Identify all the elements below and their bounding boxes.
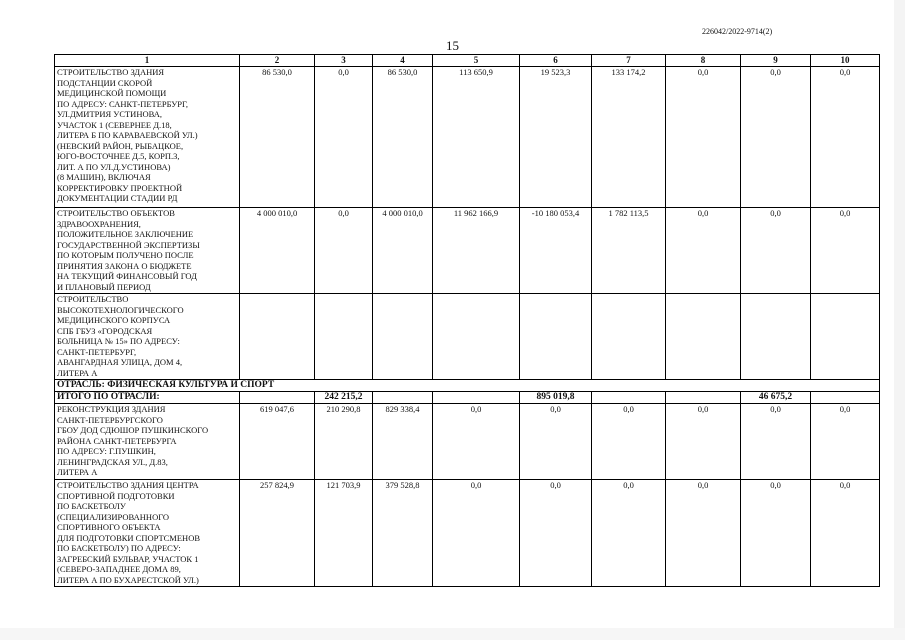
col-header-7: 7	[592, 55, 666, 67]
row-value: 0,0	[592, 404, 666, 480]
sector-row	[55, 380, 880, 392]
budget-table	[54, 54, 880, 587]
row-value	[592, 294, 666, 380]
row-value	[433, 294, 520, 380]
scan-bottom-edge	[0, 628, 905, 640]
row-name: СТРОИТЕЛЬСТВО ЗДАНИЯ ЦЕНТРА СПОРТИВНОЙ ПОДГОТОВКИ ПО БАСКЕТБОЛУ (СПЕЦИАЛИЗИРОВАННОГО СПОРТИВНОГО ОБЪЕКТА ДЛЯ ПОДГОТОВКИ СПОРТСМЕНОВ ПО БАСКЕТБОЛУ) ПО АДРЕСУ: ЗАГРЕБСКИЙ БУЛЬВАР, УЧАСТОК 1 (СЕВЕРО-ЗАПАДНЕЕ ДОМА 89, ЛИТЕРА А ПО БУХАРЕСТСКОЙ УЛ.)	[55, 480, 240, 587]
row-value: 0,0	[811, 404, 880, 480]
row-value: 0,0	[592, 480, 666, 587]
col-header-1: 1	[55, 55, 240, 67]
row-name: СТРОИТЕЛЬСТВО ЗДАНИЯ ПОДСТАНЦИИ СКОРОЙ МЕДИЦИНСКОЙ ПОМОЩИ ПО АДРЕСУ: САНКТ-ПЕТЕРБУРГ, УЛ.ДМИТРИЯ УСТИНОВА, УЧАСТОК 1 (СЕВЕРНЕЕ Д.18, ЛИТЕРА Б ПО КАРАВАЕВСКОЙ УЛ.) (НЕВСКИЙ РАЙОН, РЫБАЦКОЕ, ЮГО-ВОСТОЧНЕЕ Д.5, КОРП.3, ЛИТ. А ПО УЛ.Д.УСТИНОВА) (8 МАШИН), ВКЛЮЧАЯ КОРРЕКТИРОВКУ ПРОЕКТНОЙ ДОКУМЕНТАЦИИ СТАДИИ РД	[55, 67, 240, 208]
row-value: 0,0	[433, 480, 520, 587]
total-value	[240, 392, 315, 404]
row-value: 210 290,8	[315, 404, 373, 480]
row-name: СТРОИТЕЛЬСТВО ОБЪЕКТОВ ЗДРАВООХРАНЕНИЯ, ПОЛОЖИТЕЛЬНОЕ ЗАКЛЮЧЕНИЕ ГОСУДАРСТВЕННОЙ ЭКСПЕРТИЗЫ ПО КОТОРЫМ ПОЛУЧЕНО ПОСЛЕ ПРИНЯТИЯ ЗАКОНА О БЮДЖЕТЕ НА ТЕКУЩИЙ ФИНАНСОВЫЙ ГОД И ПЛАНОВЫЙ ПЕРИОД	[55, 208, 240, 294]
row-value: 619 047,6	[240, 404, 315, 480]
row-value	[666, 294, 741, 380]
row-value	[240, 294, 315, 380]
row-value: 113 650,9	[433, 67, 520, 208]
row-name: СТРОИТЕЛЬСТВО ВЫСОКОТЕХНОЛОГИЧЕСКОГО МЕДИЦИНСКОГО КОРПУСА СПБ ГБУЗ «ГОРОДСКАЯ БОЛЬНИЦА № 15» ПО АДРЕСУ: САНКТ-ПЕТЕРБУРГ, АВАНГАРДНАЯ УЛИЦА, ДОМ 4, ЛИТЕРА А	[55, 294, 240, 380]
total-value	[433, 392, 520, 404]
row-value	[315, 294, 373, 380]
row-value: 0,0	[666, 208, 741, 294]
row-value	[741, 294, 811, 380]
col-header-4: 4	[373, 55, 433, 67]
total-value: 242 215,2	[315, 392, 373, 404]
scan-edge-shadow	[894, 0, 905, 640]
row-value: 0,0	[666, 67, 741, 208]
row-value: 0,0	[811, 67, 880, 208]
row-value: 0,0	[315, 208, 373, 294]
row-value: 1 782 113,5	[592, 208, 666, 294]
row-value: 0,0	[741, 480, 811, 587]
table-row	[55, 404, 880, 480]
row-value: 86 530,0	[240, 67, 315, 208]
row-value: 829 338,4	[373, 404, 433, 480]
table-header-row	[55, 55, 880, 67]
row-value: 0,0	[666, 480, 741, 587]
table-row	[55, 67, 880, 208]
table-row	[55, 480, 880, 587]
row-value: 19 523,3	[520, 67, 592, 208]
page-number: 15	[446, 38, 459, 53]
row-value: 11 962 166,9	[433, 208, 520, 294]
total-label: ИТОГО ПО ОТРАСЛИ:	[55, 392, 240, 404]
col-header-2: 2	[240, 55, 315, 67]
row-value: 379 528,8	[373, 480, 433, 587]
document-id: 226042/2022-9714(2)	[702, 27, 773, 36]
row-value: 0,0	[315, 67, 373, 208]
row-value: 0,0	[811, 208, 880, 294]
row-value: 0,0	[433, 404, 520, 480]
total-value: 895 019,8	[520, 392, 592, 404]
total-value	[373, 392, 433, 404]
row-name: РЕКОНСТРУКЦИЯ ЗДАНИЯ САНКТ-ПЕТЕРБУРГСКОГО ГБОУ ДОД СДЮШОР ПУШКИНСКОГО РАЙОНА САНКТ-ПЕТЕРБУРГА ПО АДРЕСУ: Г.ПУШКИН, ЛЕНИНГРАДСКАЯ УЛ., Д.83, ЛИТЕРА А	[55, 404, 240, 480]
row-value	[520, 294, 592, 380]
row-value: 0,0	[741, 208, 811, 294]
col-header-5: 5	[433, 55, 520, 67]
sector-title: ОТРАСЛЬ: ФИЗИЧЕСКАЯ КУЛЬТУРА И СПОРТ	[55, 380, 880, 392]
total-row	[55, 392, 880, 404]
row-value: 86 530,0	[373, 67, 433, 208]
row-value: 121 703,9	[315, 480, 373, 587]
row-value: 4 000 010,0	[373, 208, 433, 294]
row-value: 257 824,9	[240, 480, 315, 587]
row-value: 133 174,2	[592, 67, 666, 208]
table-row	[55, 208, 880, 294]
row-value: 4 000 010,0	[240, 208, 315, 294]
col-header-6: 6	[520, 55, 592, 67]
row-value: 0,0	[520, 404, 592, 480]
col-header-9: 9	[741, 55, 811, 67]
table-row	[55, 294, 880, 380]
col-header-10: 10	[811, 55, 880, 67]
total-value	[592, 392, 666, 404]
row-value	[811, 294, 880, 380]
row-value: -10 180 053,4	[520, 208, 592, 294]
total-value	[666, 392, 741, 404]
row-value: 0,0	[741, 67, 811, 208]
col-header-3: 3	[315, 55, 373, 67]
total-value	[811, 392, 880, 404]
row-value: 0,0	[811, 480, 880, 587]
col-header-8: 8	[666, 55, 741, 67]
row-value: 0,0	[741, 404, 811, 480]
row-value	[373, 294, 433, 380]
total-value: 46 675,2	[741, 392, 811, 404]
row-value: 0,0	[520, 480, 592, 587]
row-value: 0,0	[666, 404, 741, 480]
